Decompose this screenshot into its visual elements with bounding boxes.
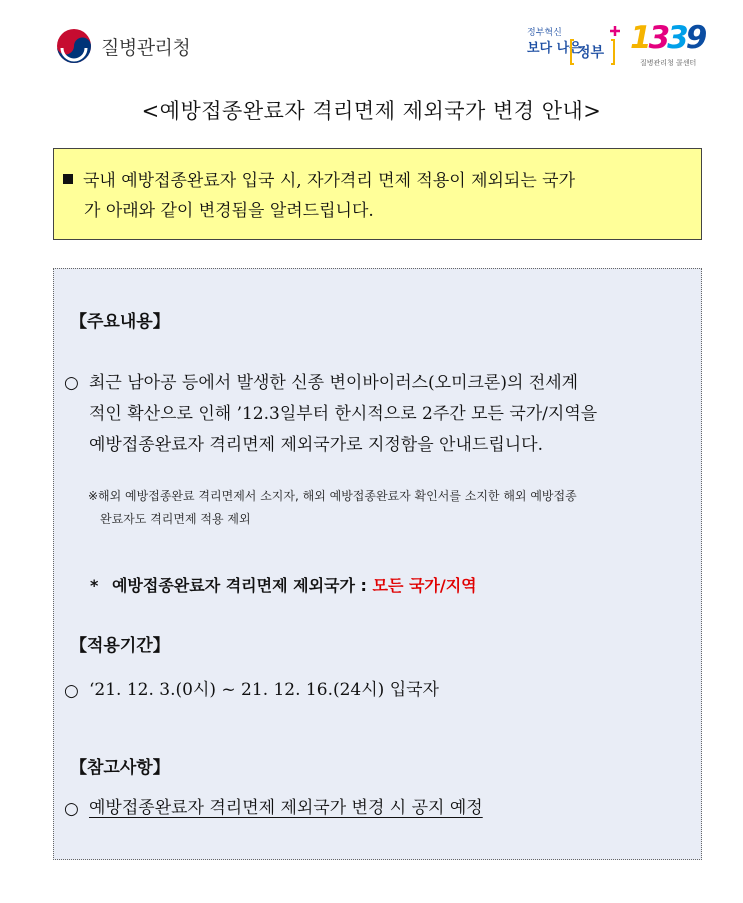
main-line-3: 예방접종완료자 격리면제 제외국가로 지정함을 안내드립니다. [89, 435, 543, 455]
circle-bullet-icon: ○ [64, 373, 79, 393]
notice-line1: 국내 예방접종완료자 입국 시, 자가격리 면제 적용이 제외되는 국가 [83, 171, 576, 191]
exception-note [88, 485, 688, 531]
call-center-caption: 질병관리청 콜센터 [640, 59, 697, 67]
call-center-1339-logo [630, 20, 710, 70]
circle-bullet-icon: ○ [64, 681, 79, 701]
notice-line2: 가 아래와 같이 변경됨을 알려드립니다. [84, 201, 374, 221]
excluded-label: 예방접종완료자 격리면제 제외국가 : [111, 576, 367, 595]
main-line-1: 최근 남아공 등에서 발생한 신종 변이바이러스(오미크론)의 전세계 [89, 373, 579, 393]
period-text: ‘21. 12. 3.(0시) ~ 21. 12. 16.(24시) 입국자 [89, 680, 439, 700]
header [0, 0, 743, 80]
gov-logo-line3: 정부 [577, 45, 605, 61]
excluded-countries-line [90, 573, 477, 596]
page-title: <예방접종완료자 격리면제 제외국가 변경 안내> [141, 99, 602, 123]
gov-logo-line1: 정부혁신 [527, 28, 562, 38]
note-line-1: ※해외 예방접종완료 격리면제서 소지자, 해외 예방접종완료자 확인서를 소지한 해외 예방접종 [88, 489, 577, 503]
gov-logo-line2: 보다 나은 [527, 41, 582, 56]
main-line-2: 적인 확산으로 인해 ’12.3일부터 한시적으로 2주간 모든 국가/지역을 [89, 404, 598, 424]
gov-logo-bracket-icon [527, 22, 623, 68]
content-box [53, 268, 702, 860]
reference-text: 예방접종완료자 격리면제 제외국가 변경 시 공지 예정 [89, 798, 483, 818]
agency-name: 질병관리청 [101, 37, 191, 59]
call-center-number: 1339 [630, 20, 705, 56]
star-marker: * [90, 576, 99, 595]
section-heading-reference: 【참고사항】 [70, 758, 170, 778]
gov-innovation-logo [527, 22, 623, 68]
square-bullet-icon [63, 174, 73, 184]
section-heading-period: 【적용기간】 [70, 636, 170, 656]
notice-text [63, 166, 693, 226]
excluded-value: 모든 국가/지역 [372, 576, 477, 595]
kdca-taegeuk-logo-icon [56, 28, 92, 64]
notice-box [53, 148, 702, 240]
main-paragraph [89, 368, 699, 461]
circle-bullet-icon: ○ [64, 799, 79, 819]
section-heading-main: 【주요내용】 [70, 312, 170, 332]
note-line-2: 완료자도 격리면제 적용 제외 [100, 512, 251, 526]
